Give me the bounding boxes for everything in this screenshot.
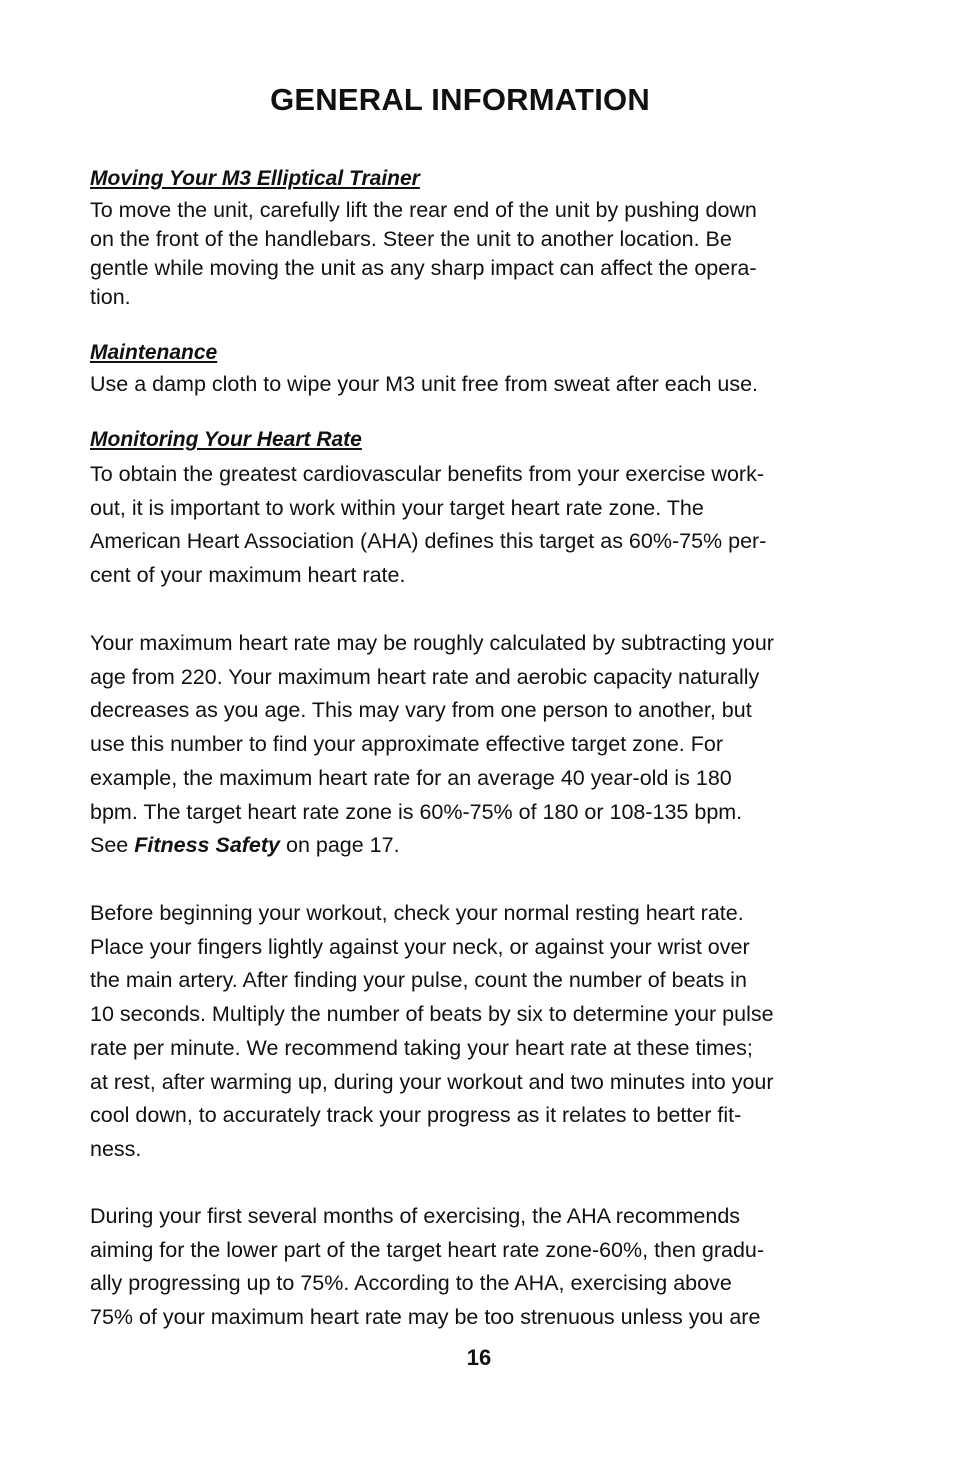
text-line: tion. <box>90 285 131 309</box>
text-line: During your first several months of exercising, the AHA recommends <box>90 1204 741 1228</box>
text-line: age from 220. Your maximum heart rate and aerobic capacity naturally <box>90 664 760 689</box>
text-line: use this number to find your approximate effective target zone. For <box>90 732 723 757</box>
text-line: decreases as you age. This may vary from one person to another, but <box>90 698 752 723</box>
text-after-reference: on page 17. <box>280 833 400 858</box>
maintenance-paragraph <box>90 370 880 399</box>
text-line: cent of your maximum heart rate. <box>90 563 406 588</box>
text-line: bpm. The target heart rate zone is 60%-75% of 180 or 108-135 bpm. <box>90 799 743 824</box>
text-line: example, the maximum heart rate for an average 40 year-old is 180 <box>90 765 732 790</box>
section-heading-moving: Moving Your M3 Elliptical Trainer <box>90 167 420 190</box>
page-number: 16 <box>466 1345 492 1370</box>
text-line: American Heart Association (AHA) defines this target as 60%-75% per- <box>90 529 767 554</box>
page-title: GENERAL INFORMATION <box>270 82 650 117</box>
section-heading-maintenance: Maintenance <box>90 341 218 364</box>
heart-rate-paragraph-3 <box>90 897 880 1167</box>
text-line: ally progressing up to 75%. According to the AHA, exercising above <box>90 1271 732 1296</box>
heart-rate-paragraph-1 <box>90 458 880 593</box>
heart-rate-paragraph-2 <box>90 627 880 863</box>
text-line-with-reference <box>90 829 880 863</box>
text-line: gentle while moving the unit as any sharp impact can affect the opera- <box>90 256 757 280</box>
text-line: at rest, after warming up, during your workout and two minutes into your <box>90 1069 774 1094</box>
text-line: 10 seconds. Multiply the number of beats by six to determine your pulse <box>90 1002 774 1027</box>
text-line: To obtain the greatest cardiovascular benefits from your exercise work- <box>90 462 764 486</box>
text-line: ness. <box>90 1136 142 1161</box>
text-before-reference: See <box>90 833 135 858</box>
section-heading-heart-rate: Monitoring Your Heart Rate <box>90 428 362 451</box>
text-line: cool down, to accurately track your progress as it relates to better fit- <box>90 1103 742 1128</box>
fitness-safety-reference: Fitness Safety <box>134 833 281 858</box>
text-line: Before beginning your workout, check your normal resting heart rate. <box>90 901 744 925</box>
text-line: on the front of the handlebars. Steer the unit to another location. Be <box>90 227 732 251</box>
text-line: Use a damp cloth to wipe your M3 unit free from sweat after each use. <box>90 372 759 396</box>
text-line: rate per minute. We recommend taking your heart rate at these times; <box>90 1035 753 1060</box>
text-line: Place your fingers lightly against your neck, or against your wrist over <box>90 934 750 959</box>
text-line: 75% of your maximum heart rate may be too strenuous unless you are <box>90 1305 761 1330</box>
moving-paragraph <box>90 196 880 312</box>
text-line: aiming for the lower part of the target heart rate zone-60%, then gradu- <box>90 1237 765 1262</box>
text-line: out, it is important to work within your target heart rate zone. The <box>90 495 704 520</box>
text-line: the main artery. After finding your pulse, count the number of beats in <box>90 968 747 993</box>
text-line: To move the unit, carefully lift the rear end of the unit by pushing down <box>90 198 757 222</box>
text-line: Your maximum heart rate may be roughly calculated by subtracting your <box>90 631 774 655</box>
heart-rate-paragraph-4 <box>90 1200 880 1335</box>
